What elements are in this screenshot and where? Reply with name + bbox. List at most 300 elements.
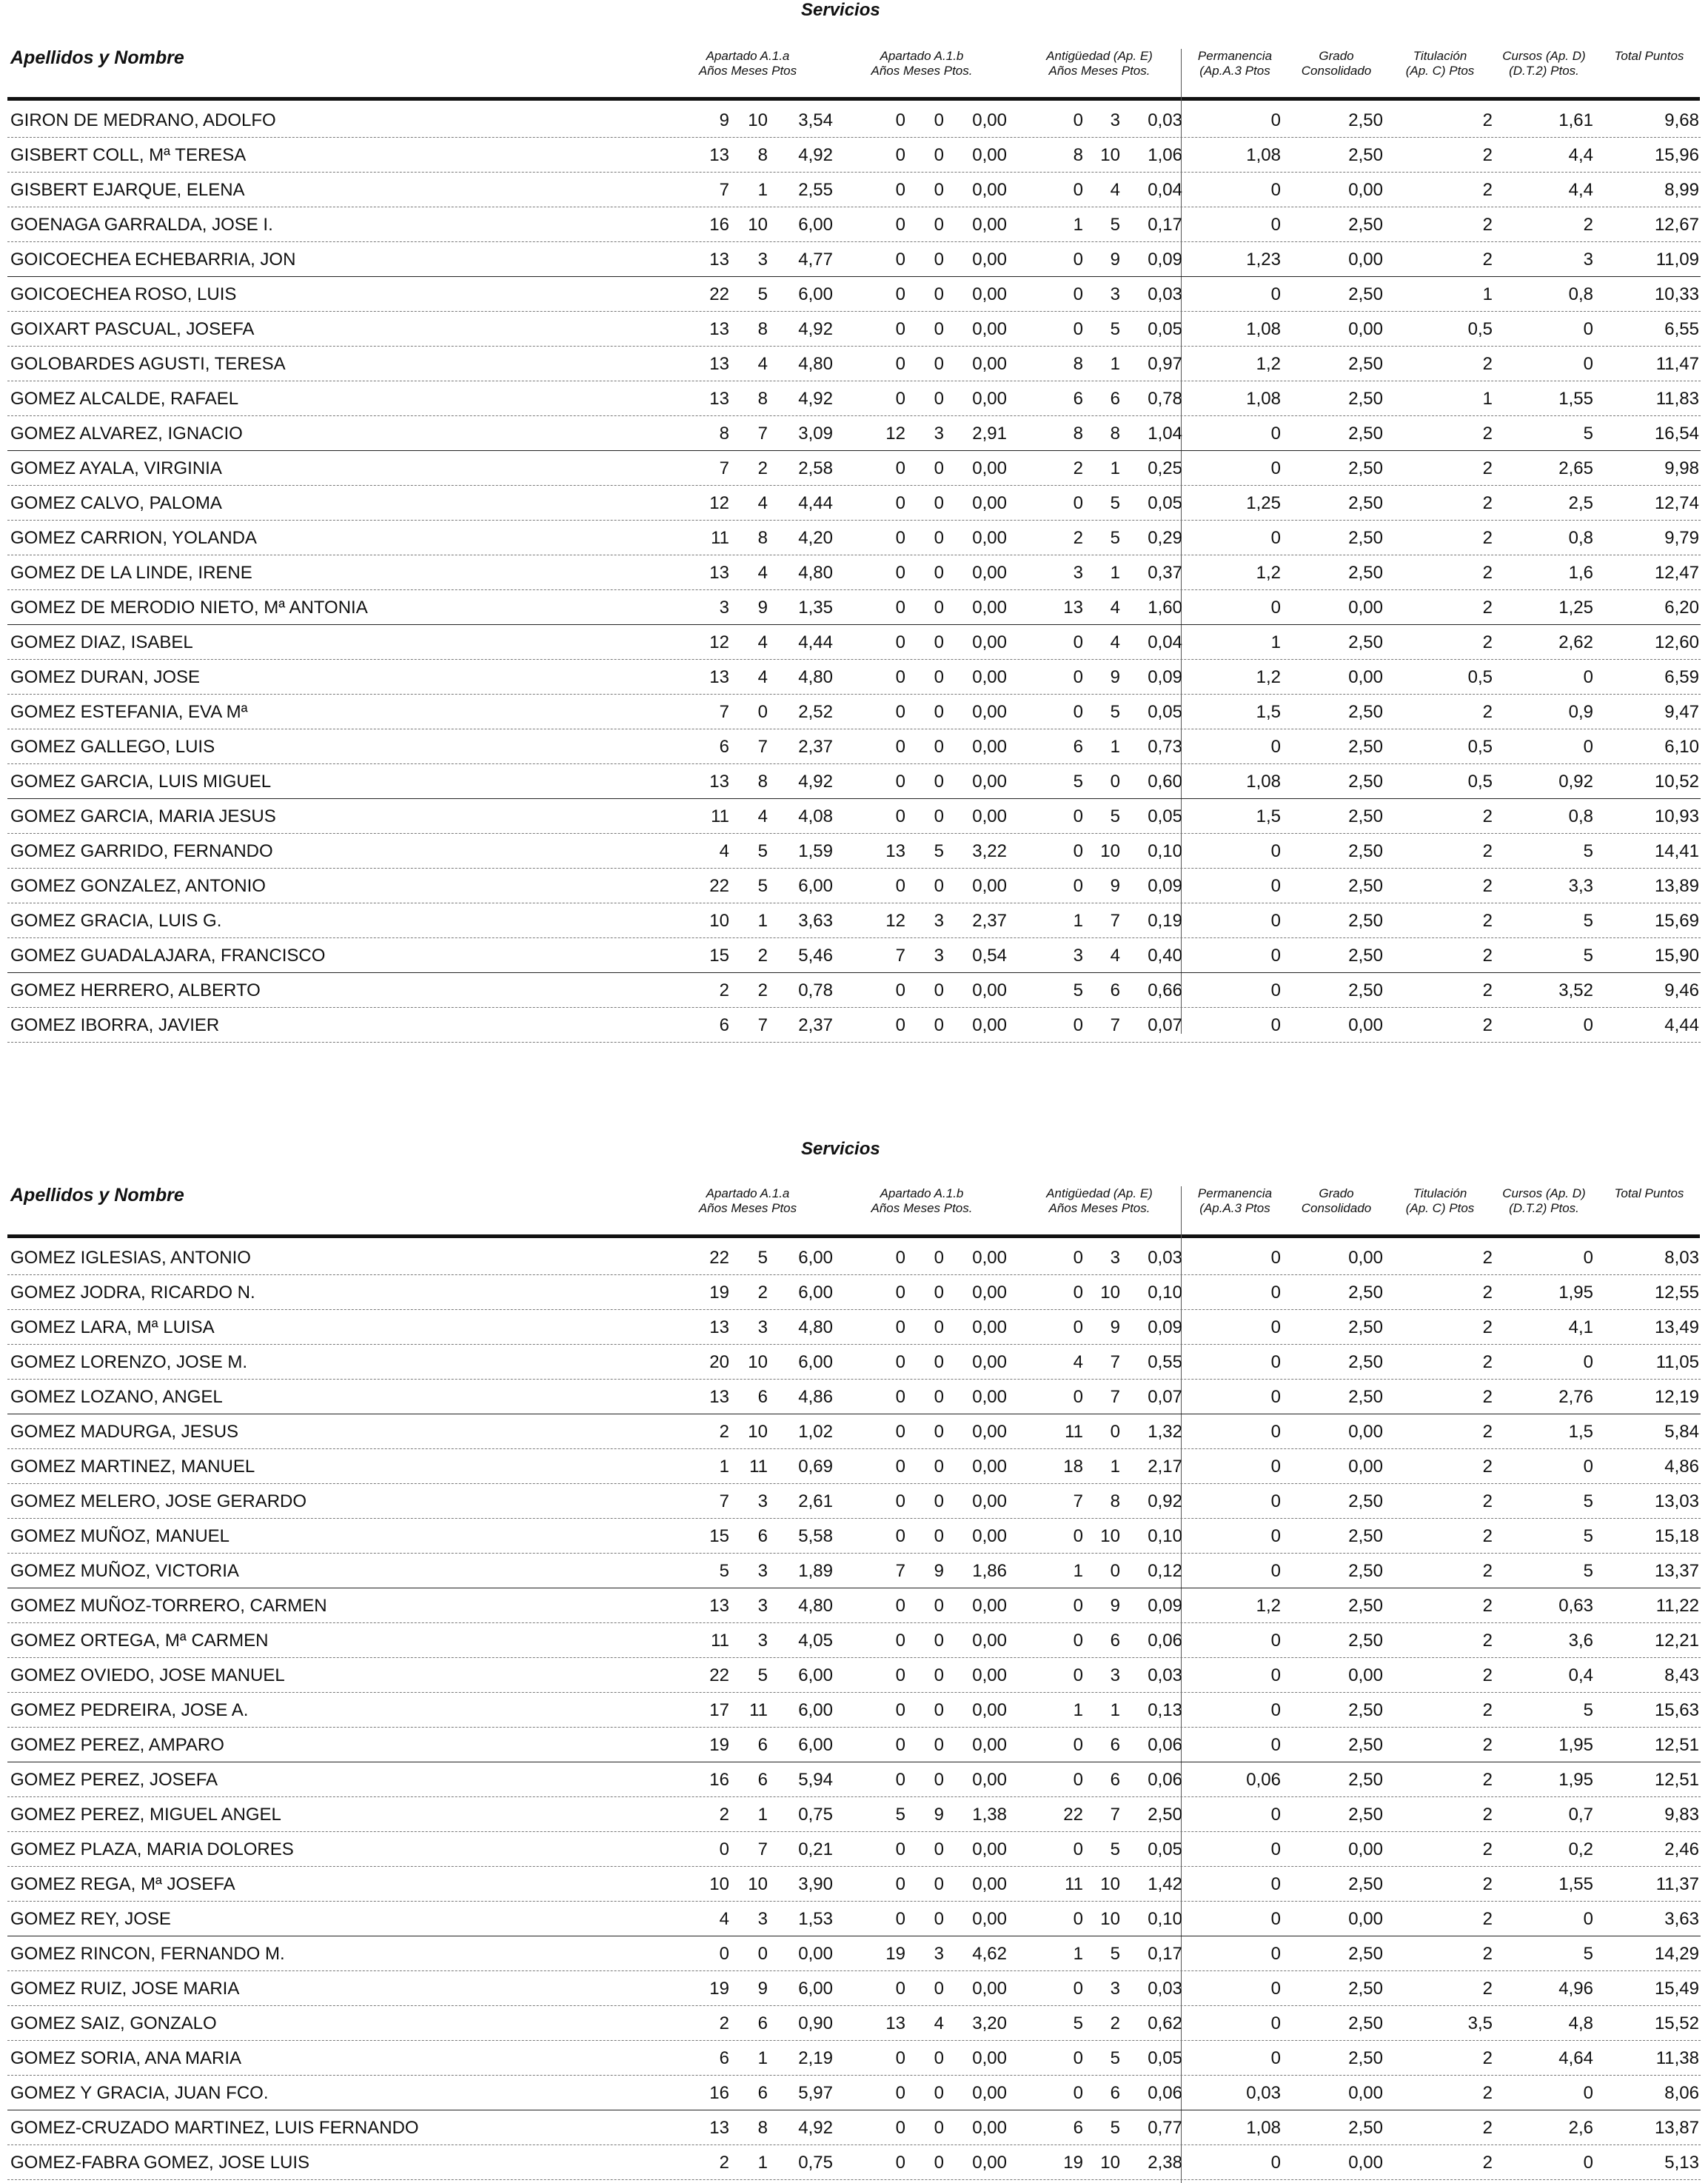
- cell-titulacion: 2: [1482, 876, 1493, 896]
- cell-a1a-anos: 17: [709, 1700, 729, 1720]
- cell-a1a-anos: 22: [709, 1665, 729, 1685]
- cell-titulacion: 2: [1482, 598, 1493, 618]
- cell-total: 13,37: [1654, 1561, 1699, 1581]
- cell-permanencia: 0: [1270, 1352, 1281, 1372]
- cell-ant-anos: 0: [1073, 250, 1083, 270]
- cell-a1b-meses: 0: [934, 145, 944, 165]
- table-row: [0, 1762, 1708, 1797]
- cell-a1b-ptos: 0,00: [972, 389, 1007, 409]
- cell-a1a-ptos: 5,46: [798, 946, 833, 966]
- cell-a1b-meses: 0: [934, 1387, 944, 1407]
- section-title: Servicios: [801, 0, 880, 20]
- cell-ant-anos: 3: [1073, 563, 1083, 583]
- cell-grado: 2,50: [1348, 284, 1383, 304]
- table-row: [0, 1797, 1708, 1832]
- cell-a1b-meses: 0: [934, 2083, 944, 2103]
- cell-a1a-ptos: 4,92: [798, 2118, 833, 2138]
- cell-grado: 2,50: [1348, 911, 1383, 931]
- table-row: [0, 660, 1708, 695]
- cell-a1b-anos: 13: [885, 841, 905, 861]
- cell-permanencia: 0: [1270, 215, 1281, 235]
- table-row: [0, 729, 1708, 764]
- cell-titulacion: 2: [1482, 1805, 1493, 1825]
- cell-a1b-meses: 0: [934, 319, 944, 339]
- cell-a1b-ptos: 0,00: [972, 493, 1007, 513]
- cell-titulacion: 0,5: [1467, 737, 1493, 757]
- cell-a1a-meses: 5: [757, 876, 768, 896]
- cell-ant-anos: 0: [1073, 1770, 1083, 1790]
- cell-a1a-ptos: 1,89: [798, 1561, 833, 1581]
- column-header-a1a: Apartado A.1.a Años Meses Ptos: [698, 1186, 797, 1215]
- cell-ant-anos: 0: [1073, 1839, 1083, 1859]
- cell-permanencia: 0: [1270, 1526, 1281, 1546]
- cell-permanencia: 1,08: [1246, 2118, 1281, 2138]
- table-row: [0, 1449, 1708, 1484]
- table-row: [0, 1867, 1708, 1902]
- cell-cursos: 2,6: [1568, 2118, 1593, 2138]
- cell-total: 15,96: [1654, 145, 1699, 165]
- cell-a1a-ptos: 6,00: [798, 1735, 833, 1755]
- cell-a1b-anos: 0: [895, 702, 905, 722]
- cell-a1a-anos: 2: [719, 980, 729, 1000]
- cell-a1b-anos: 0: [895, 737, 905, 757]
- cell-permanencia: 0: [1270, 1979, 1281, 1999]
- cell-a1a-anos: 8: [719, 424, 729, 444]
- cell-a1a-meses: 1: [757, 911, 768, 931]
- cell-a1b-anos: 0: [895, 458, 905, 478]
- cell-ant-meses: 3: [1110, 110, 1120, 130]
- cell-a1b-ptos: 0,00: [972, 667, 1007, 687]
- cell-cursos: 0,9: [1568, 702, 1593, 722]
- cell-a1a-ptos: 2,19: [798, 2048, 833, 2068]
- cell-a1a-anos: 16: [709, 215, 729, 235]
- cell-nombre: GOENAGA GARRALDA, JOSE I.: [10, 215, 273, 235]
- cell-ant-anos: 7: [1073, 1491, 1083, 1511]
- table-row: [0, 1554, 1708, 1588]
- cell-a1a-anos: 11: [711, 528, 729, 548]
- cell-a1b-ptos: 0,00: [972, 458, 1007, 478]
- cell-a1a-ptos: 0,78: [798, 980, 833, 1000]
- cell-permanencia: 0: [1270, 1387, 1281, 1407]
- cell-titulacion: 2: [1482, 2153, 1493, 2173]
- table-row: [0, 173, 1708, 207]
- column-header-grado: Grado Consolidado: [1301, 1186, 1372, 1215]
- cell-ant-meses: 10: [1100, 1526, 1120, 1546]
- cell-cursos: 0,7: [1568, 1805, 1593, 1825]
- cell-permanencia: 0: [1270, 598, 1281, 618]
- cell-ant-ptos: 0,05: [1148, 806, 1182, 826]
- cell-a1b-anos: 0: [895, 180, 905, 200]
- cell-cursos: 0,92: [1558, 772, 1593, 792]
- cell-permanencia: 0: [1270, 911, 1281, 931]
- cell-permanencia: 1,2: [1256, 563, 1281, 583]
- table-row: [0, 1728, 1708, 1762]
- cell-ant-ptos: 0,05: [1148, 1839, 1182, 1859]
- cell-titulacion: 2: [1482, 1283, 1493, 1303]
- cell-a1b-ptos: 0,00: [972, 354, 1007, 374]
- cell-total: 11,83: [1655, 389, 1699, 409]
- cell-a1a-anos: 0: [719, 1944, 729, 1964]
- cell-ant-ptos: 0,07: [1148, 1015, 1182, 1035]
- cell-ant-meses: 8: [1110, 1491, 1120, 1511]
- cell-total: 15,49: [1654, 1979, 1699, 1999]
- cell-a1a-ptos: 0,00: [798, 1944, 833, 1964]
- cell-a1a-ptos: 4,77: [798, 250, 833, 270]
- table-row: [0, 555, 1708, 590]
- cell-ant-anos: 8: [1073, 354, 1083, 374]
- table-row: [0, 1008, 1708, 1043]
- cell-ant-ptos: 0,03: [1148, 1665, 1182, 1685]
- cell-grado: 2,50: [1348, 2048, 1383, 2068]
- cell-a1b-anos: 0: [895, 215, 905, 235]
- cell-a1a-meses: 5: [757, 1248, 768, 1268]
- cell-nombre: GOMEZ MUÑOZ, MANUEL: [10, 1526, 230, 1546]
- cell-cursos: 0: [1583, 1248, 1593, 1268]
- cell-a1a-anos: 19: [709, 1283, 729, 1303]
- cell-ant-ptos: 0,62: [1148, 2013, 1182, 2033]
- cell-ant-ptos: 1,60: [1148, 598, 1182, 618]
- cell-nombre: GOIXART PASCUAL, JOSEFA: [10, 319, 255, 339]
- cell-a1a-meses: 2: [757, 458, 768, 478]
- cell-ant-ptos: 1,32: [1148, 1422, 1182, 1442]
- table-row: [0, 1658, 1708, 1693]
- column-header-total: Total Puntos: [1614, 49, 1684, 63]
- cell-ant-ptos: 0,03: [1148, 110, 1182, 130]
- cell-a1b-ptos: 0,00: [972, 598, 1007, 618]
- cell-cursos: 1,95: [1558, 1770, 1593, 1790]
- cell-a1a-ptos: 6,00: [798, 1700, 833, 1720]
- cell-a1a-anos: 22: [709, 876, 729, 896]
- cell-cursos: 1,55: [1558, 389, 1593, 409]
- cell-ant-ptos: 0,78: [1148, 389, 1182, 409]
- cell-total: 2,46: [1664, 1839, 1699, 1859]
- cell-grado: 0,00: [1348, 180, 1383, 200]
- cell-a1a-anos: 16: [709, 2083, 729, 2103]
- cell-ant-anos: 4: [1073, 1352, 1083, 1372]
- table-row: [0, 451, 1708, 486]
- cell-a1b-meses: 3: [934, 946, 944, 966]
- cell-ant-anos: 0: [1073, 1317, 1083, 1337]
- cell-a1b-anos: 0: [895, 284, 905, 304]
- cell-a1b-meses: 3: [934, 1944, 944, 1964]
- cell-ant-meses: 0: [1110, 772, 1120, 792]
- cell-ant-ptos: 0,73: [1148, 737, 1182, 757]
- cell-a1a-meses: 6: [757, 1770, 768, 1790]
- cell-total: 8,03: [1664, 1248, 1699, 1268]
- cell-a1a-anos: 12: [709, 632, 729, 652]
- cell-permanencia: 0: [1270, 1422, 1281, 1442]
- cell-a1a-ptos: 4,80: [798, 563, 833, 583]
- cell-titulacion: 2: [1482, 2048, 1493, 2068]
- cell-a1a-anos: 13: [709, 1596, 729, 1616]
- cell-titulacion: 2: [1482, 354, 1493, 374]
- cell-ant-anos: 0: [1073, 1631, 1083, 1651]
- cell-grado: 2,50: [1348, 2013, 1383, 2033]
- cell-a1a-ptos: 5,58: [798, 1526, 833, 1546]
- cell-a1b-anos: 0: [895, 1700, 905, 1720]
- cell-ant-ptos: 0,09: [1148, 667, 1182, 687]
- cell-nombre: GOMEZ GUADALAJARA, FRANCISCO: [10, 946, 326, 966]
- cell-a1b-ptos: 0,00: [972, 1283, 1007, 1303]
- cell-a1b-meses: 0: [934, 2118, 944, 2138]
- cell-a1a-ptos: 4,80: [798, 1317, 833, 1337]
- cell-a1a-ptos: 3,63: [798, 911, 833, 931]
- cell-grado: 0,00: [1348, 1422, 1383, 1442]
- cell-a1a-anos: 13: [709, 1387, 729, 1407]
- cell-nombre: GOMEZ PEDREIRA, JOSE A.: [10, 1700, 249, 1720]
- cell-total: 10,33: [1654, 284, 1699, 304]
- cell-a1a-ptos: 4,05: [798, 1631, 833, 1651]
- cell-cursos: 1,5: [1568, 1422, 1593, 1442]
- cell-cursos: 2: [1583, 215, 1593, 235]
- cell-a1a-ptos: 4,92: [798, 319, 833, 339]
- cell-titulacion: 2: [1482, 1526, 1493, 1546]
- cell-total: 4,86: [1664, 1457, 1699, 1477]
- cell-a1b-meses: 0: [934, 493, 944, 513]
- cell-nombre: GOMEZ GARCIA, LUIS MIGUEL: [10, 772, 272, 792]
- cell-cursos: 0,8: [1568, 528, 1593, 548]
- cell-titulacion: 1: [1482, 284, 1493, 304]
- cell-ant-anos: 2: [1073, 528, 1083, 548]
- cell-a1a-anos: 13: [709, 354, 729, 374]
- table-row: [0, 1345, 1708, 1380]
- cell-a1b-anos: 0: [895, 110, 905, 130]
- cell-ant-anos: 8: [1073, 145, 1083, 165]
- cell-a1b-ptos: 0,00: [972, 1422, 1007, 1442]
- cell-a1b-meses: 0: [934, 1665, 944, 1685]
- cell-total: 11,22: [1655, 1596, 1699, 1616]
- cell-a1a-meses: 0: [757, 702, 768, 722]
- cell-a1b-meses: 0: [934, 110, 944, 130]
- cell-ant-meses: 10: [1100, 1874, 1120, 1894]
- cell-grado: 2,50: [1348, 1805, 1383, 1825]
- cell-titulacion: 0,5: [1467, 667, 1493, 687]
- cell-grado: 2,50: [1348, 806, 1383, 826]
- table-row: [0, 1519, 1708, 1554]
- cell-titulacion: 2: [1482, 1631, 1493, 1651]
- table-row: [0, 242, 1708, 277]
- cell-titulacion: 2: [1482, 1422, 1493, 1442]
- cell-grado: 2,50: [1348, 946, 1383, 966]
- column-header-a1b: Apartado A.1.b Años Meses Ptos.: [871, 1186, 973, 1215]
- cell-grado: 2,50: [1348, 1283, 1383, 1303]
- cell-ant-ptos: 0,60: [1148, 772, 1182, 792]
- cell-cursos: 5: [1583, 1491, 1593, 1511]
- table-row: [0, 2076, 1708, 2110]
- cell-grado: 2,50: [1348, 215, 1383, 235]
- table-row: [0, 103, 1708, 138]
- cell-titulacion: 2: [1482, 1839, 1493, 1859]
- cell-a1a-meses: 10: [748, 110, 768, 130]
- cell-ant-anos: 0: [1073, 632, 1083, 652]
- cell-a1a-ptos: 2,37: [798, 737, 833, 757]
- column-header-total: Total Puntos: [1614, 1186, 1684, 1200]
- cell-nombre: GOMEZ REGA, Mª JOSEFA: [10, 1874, 235, 1894]
- cell-a1a-meses: 6: [757, 2083, 768, 2103]
- cell-a1b-meses: 0: [934, 667, 944, 687]
- table-row: [0, 1936, 1708, 1971]
- cell-a1b-meses: 5: [934, 841, 944, 861]
- cell-total: 13,87: [1654, 2118, 1699, 2138]
- cell-ant-ptos: 2,38: [1148, 2153, 1182, 2173]
- cell-a1a-meses: 4: [757, 563, 768, 583]
- cell-a1a-anos: 15: [709, 1526, 729, 1546]
- cell-a1a-meses: 10: [748, 1874, 768, 1894]
- cell-a1a-meses: 3: [757, 1631, 768, 1651]
- cell-cursos: 1,95: [1558, 1735, 1593, 1755]
- cell-a1a-ptos: 4,08: [798, 806, 833, 826]
- cell-total: 12,55: [1654, 1283, 1699, 1303]
- cell-a1a-ptos: 6,00: [798, 284, 833, 304]
- cell-ant-meses: 7: [1110, 911, 1120, 931]
- cell-a1b-ptos: 0,00: [972, 1874, 1007, 1894]
- cell-total: 8,43: [1664, 1665, 1699, 1685]
- cell-ant-meses: 1: [1110, 354, 1120, 374]
- cell-a1a-ptos: 2,55: [798, 180, 833, 200]
- cell-cursos: 1,95: [1558, 1283, 1593, 1303]
- cell-a1a-ptos: 6,00: [798, 876, 833, 896]
- cell-a1b-ptos: 0,00: [972, 1770, 1007, 1790]
- cell-nombre: GOMEZ AYALA, VIRGINIA: [10, 458, 222, 478]
- cell-a1a-meses: 5: [757, 284, 768, 304]
- cell-total: 9,79: [1664, 528, 1699, 548]
- cell-ant-anos: 5: [1073, 2013, 1083, 2033]
- cell-a1b-meses: 0: [934, 1248, 944, 1268]
- column-header-grado: Grado Consolidado: [1301, 49, 1372, 78]
- cell-a1b-meses: 0: [934, 1526, 944, 1546]
- cell-ant-ptos: 0,10: [1148, 841, 1182, 861]
- cell-a1a-anos: 11: [711, 806, 729, 826]
- cell-a1a-meses: 3: [757, 1561, 768, 1581]
- cell-titulacion: 2: [1482, 632, 1493, 652]
- cell-total: 5,13: [1664, 2153, 1699, 2173]
- cell-ant-ptos: 0,03: [1148, 284, 1182, 304]
- cell-a1a-ptos: 6,00: [798, 1352, 833, 1372]
- cell-a1b-anos: 0: [895, 2153, 905, 2173]
- cell-ant-ptos: 0,05: [1148, 319, 1182, 339]
- cell-a1a-anos: 13: [709, 1317, 729, 1337]
- cell-total: 9,83: [1664, 1805, 1699, 1825]
- cell-permanencia: 0: [1270, 1735, 1281, 1755]
- cell-permanencia: 1,25: [1246, 493, 1281, 513]
- cell-permanencia: 0: [1270, 1874, 1281, 1894]
- cell-a1b-meses: 0: [934, 215, 944, 235]
- section-title: Servicios: [801, 1139, 880, 1159]
- cell-permanencia: 0: [1270, 737, 1281, 757]
- cell-nombre: GOMEZ MUÑOZ, VICTORIA: [10, 1561, 239, 1581]
- cell-permanencia: 1,5: [1256, 702, 1281, 722]
- cell-total: 9,46: [1664, 980, 1699, 1000]
- cell-a1b-anos: 0: [895, 145, 905, 165]
- cell-a1a-anos: 20: [709, 1352, 729, 1372]
- cell-ant-meses: 3: [1110, 284, 1120, 304]
- cell-nombre: GOMEZ SAIZ, GONZALO: [10, 2013, 217, 2033]
- cell-a1a-meses: 4: [757, 493, 768, 513]
- header-rule: [7, 1234, 1700, 1238]
- cell-a1b-meses: 0: [934, 180, 944, 200]
- cell-a1b-meses: 3: [934, 424, 944, 444]
- cell-a1b-meses: 0: [934, 1596, 944, 1616]
- cell-nombre: GOMEZ GARRIDO, FERNANDO: [10, 841, 273, 861]
- cell-titulacion: 2: [1482, 563, 1493, 583]
- cell-a1b-anos: 0: [895, 1909, 905, 1929]
- cell-ant-ptos: 0,10: [1148, 1283, 1182, 1303]
- cell-a1b-meses: 0: [934, 1491, 944, 1511]
- cell-ant-anos: 0: [1073, 493, 1083, 513]
- cell-cursos: 0: [1583, 1352, 1593, 1372]
- cell-ant-anos: 0: [1073, 702, 1083, 722]
- cell-ant-ptos: 2,50: [1148, 1805, 1182, 1825]
- cell-nombre: GISBERT COLL, Mª TERESA: [10, 145, 247, 165]
- cell-nombre: GOMEZ MARTINEZ, MANUEL: [10, 1457, 255, 1477]
- cell-permanencia: 1: [1270, 632, 1281, 652]
- table-row: [0, 1484, 1708, 1519]
- cell-nombre: GOMEZ-FABRA GOMEZ, JOSE LUIS: [10, 2153, 310, 2173]
- cell-ant-meses: 6: [1110, 1770, 1120, 1790]
- cell-a1a-ptos: 4,80: [798, 354, 833, 374]
- cell-ant-meses: 9: [1110, 250, 1120, 270]
- cell-a1a-anos: 2: [719, 1805, 729, 1825]
- cell-nombre: GOMEZ PEREZ, AMPARO: [10, 1735, 224, 1755]
- table-row: [0, 416, 1708, 451]
- cell-a1b-ptos: 0,00: [972, 1631, 1007, 1651]
- cell-a1b-ptos: 0,00: [972, 1735, 1007, 1755]
- cell-ant-anos: 0: [1073, 1015, 1083, 1035]
- cell-a1a-anos: 9: [719, 110, 729, 130]
- cell-a1a-anos: 6: [719, 2048, 729, 2068]
- cell-cursos: 0: [1583, 1015, 1593, 1035]
- cell-titulacion: 2: [1482, 1317, 1493, 1337]
- cell-titulacion: 2: [1482, 1015, 1493, 1035]
- cell-a1b-anos: 7: [895, 1561, 905, 1581]
- cell-a1b-meses: 9: [934, 1561, 944, 1581]
- cell-total: 11,09: [1655, 250, 1699, 270]
- cell-a1b-anos: 12: [885, 911, 905, 931]
- cell-a1a-meses: 2: [757, 946, 768, 966]
- cell-a1a-anos: 10: [709, 1874, 729, 1894]
- table-row: [0, 138, 1708, 173]
- cell-a1a-ptos: 1,02: [798, 1422, 833, 1442]
- cell-grado: 0,00: [1348, 2083, 1383, 2103]
- cell-cursos: 0,4: [1568, 1665, 1593, 1685]
- cell-ant-ptos: 0,92: [1148, 1491, 1182, 1511]
- cell-ant-anos: 0: [1073, 1248, 1083, 1268]
- cell-grado: 0,00: [1348, 1839, 1383, 1859]
- cell-a1a-anos: 10: [709, 911, 729, 931]
- cell-a1a-ptos: 1,59: [798, 841, 833, 861]
- cell-ant-ptos: 0,06: [1148, 1735, 1182, 1755]
- cell-a1a-anos: 1: [719, 1457, 729, 1477]
- cell-titulacion: 0,5: [1467, 319, 1493, 339]
- cell-titulacion: 2: [1482, 1491, 1493, 1511]
- cell-a1a-anos: 6: [719, 737, 729, 757]
- cell-ant-meses: 6: [1110, 389, 1120, 409]
- cell-nombre: GOMEZ RUIZ, JOSE MARIA: [10, 1979, 240, 1999]
- cell-cursos: 5: [1583, 841, 1593, 861]
- cell-a1b-anos: 0: [895, 1596, 905, 1616]
- cell-ant-meses: 3: [1110, 1979, 1120, 1999]
- cell-ant-anos: 0: [1073, 1283, 1083, 1303]
- table-row: [0, 1832, 1708, 1867]
- cell-a1b-ptos: 0,00: [972, 772, 1007, 792]
- cell-nombre: GOMEZ ESTEFANIA, EVA Mª: [10, 702, 248, 722]
- cell-grado: 2,50: [1348, 1735, 1383, 1755]
- cell-ant-meses: 5: [1110, 493, 1120, 513]
- cell-cursos: 0: [1583, 1909, 1593, 1929]
- cell-total: 8,06: [1664, 2083, 1699, 2103]
- cell-nombre: GOMEZ MADURGA, JESUS: [10, 1422, 239, 1442]
- cell-a1b-ptos: 3,22: [972, 841, 1007, 861]
